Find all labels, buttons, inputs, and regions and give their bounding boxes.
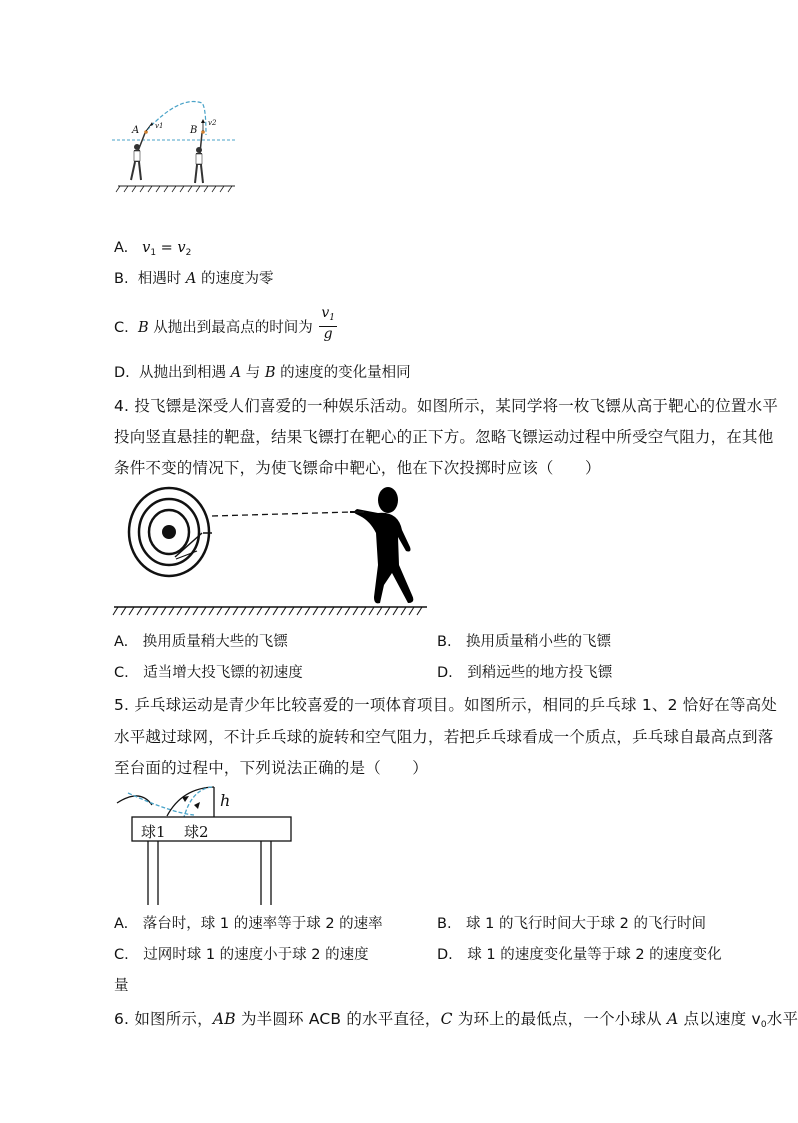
figure-dartboard: [112, 485, 432, 620]
figure-pingpong-table: [112, 783, 302, 908]
fraction-v1-over-g: $\frac{v_1}{g}$: [321, 305, 335, 342]
q5-option-c: C. 过网时球 1 的速度小于球 2 的速度: [114, 947, 369, 963]
q6-stem-line-1: 6. 如图所示，AB 为半圆环 ACB 的水平直径，C 为环上的最低点，一个小球从 A 点以速度 $v_0$水平: [114, 1010, 798, 1030]
q3-option-c: C. B 从抛出到最高点的时间为 $\frac{v_1}{g}$: [114, 305, 335, 342]
q4-stem-line-3: 条件不变的情况下，为使飞镖命中靶心，他在下次投掷时应该（ ）: [114, 459, 601, 477]
q4-option-d: D. 到稍远些的地方投飞镖: [437, 665, 613, 681]
q4-stem-line-1: 4. 投飞镖是深受人们喜爱的一种娱乐活动。如图所示，某同学将一枚飞镖从高于靶心的位置水平: [114, 397, 779, 415]
q4-option-c: C. 适当增大投飞镖的初速度: [114, 665, 303, 681]
q5-option-d-continued: 量: [114, 978, 129, 994]
q3-option-d: D. 从抛出到相遇 A 与 B 的速度的变化量相同: [114, 365, 411, 381]
q5-stem-line-1: 5. 乒乓球运动是青少年比较喜爱的一项体育项目。如图所示，相同的乒乓球 1、2 恰好在等高处: [114, 696, 777, 714]
q5-fig-h-label: h: [220, 791, 231, 810]
q4-option-a: A. 换用质量稍大些的飞镖: [114, 634, 288, 650]
fig1-label-a: A: [132, 125, 140, 136]
fig1-label-v2: v2: [208, 119, 217, 127]
q3-option-b: B. 相遇时 A 的速度为零: [114, 271, 274, 287]
fig1-label-v1: v1: [155, 122, 164, 130]
q4-stem-line-2: 投向竖直悬挂的靶盘，结果飞镖打在靶心的正下方。忽略飞镖运动过程中所受空气阻力，在其他: [114, 428, 774, 446]
figure-throwers: [110, 95, 240, 195]
q5-option-d: D. 球 1 的速度变化量等于球 2 的速度变化: [437, 947, 722, 963]
fig1-label-b: B: [190, 125, 198, 136]
q5-option-b: B. 球 1 的飞行时间大于球 2 的飞行时间: [437, 916, 706, 932]
q5-stem-line-2: 水平越过球网，不计乒乓球的旋转和空气阻力，若把乒乓球看成一个质点，乒乓球自最高点到落: [114, 728, 774, 746]
q3-option-a: A. $v_1 = v_2$: [114, 240, 192, 258]
q4-option-b: B. 换用质量稍小些的飞镖: [437, 634, 612, 650]
q5-stem-line-3: 至台面的过程中，下列说法正确的是（ ）: [114, 759, 429, 777]
q5-fig-ball1-label: 球1: [141, 823, 166, 841]
q5-fig-ball2-label: 球2: [184, 823, 209, 841]
q5-option-a: A. 落台时，球 1 的速率等于球 2 的速率: [114, 916, 383, 932]
